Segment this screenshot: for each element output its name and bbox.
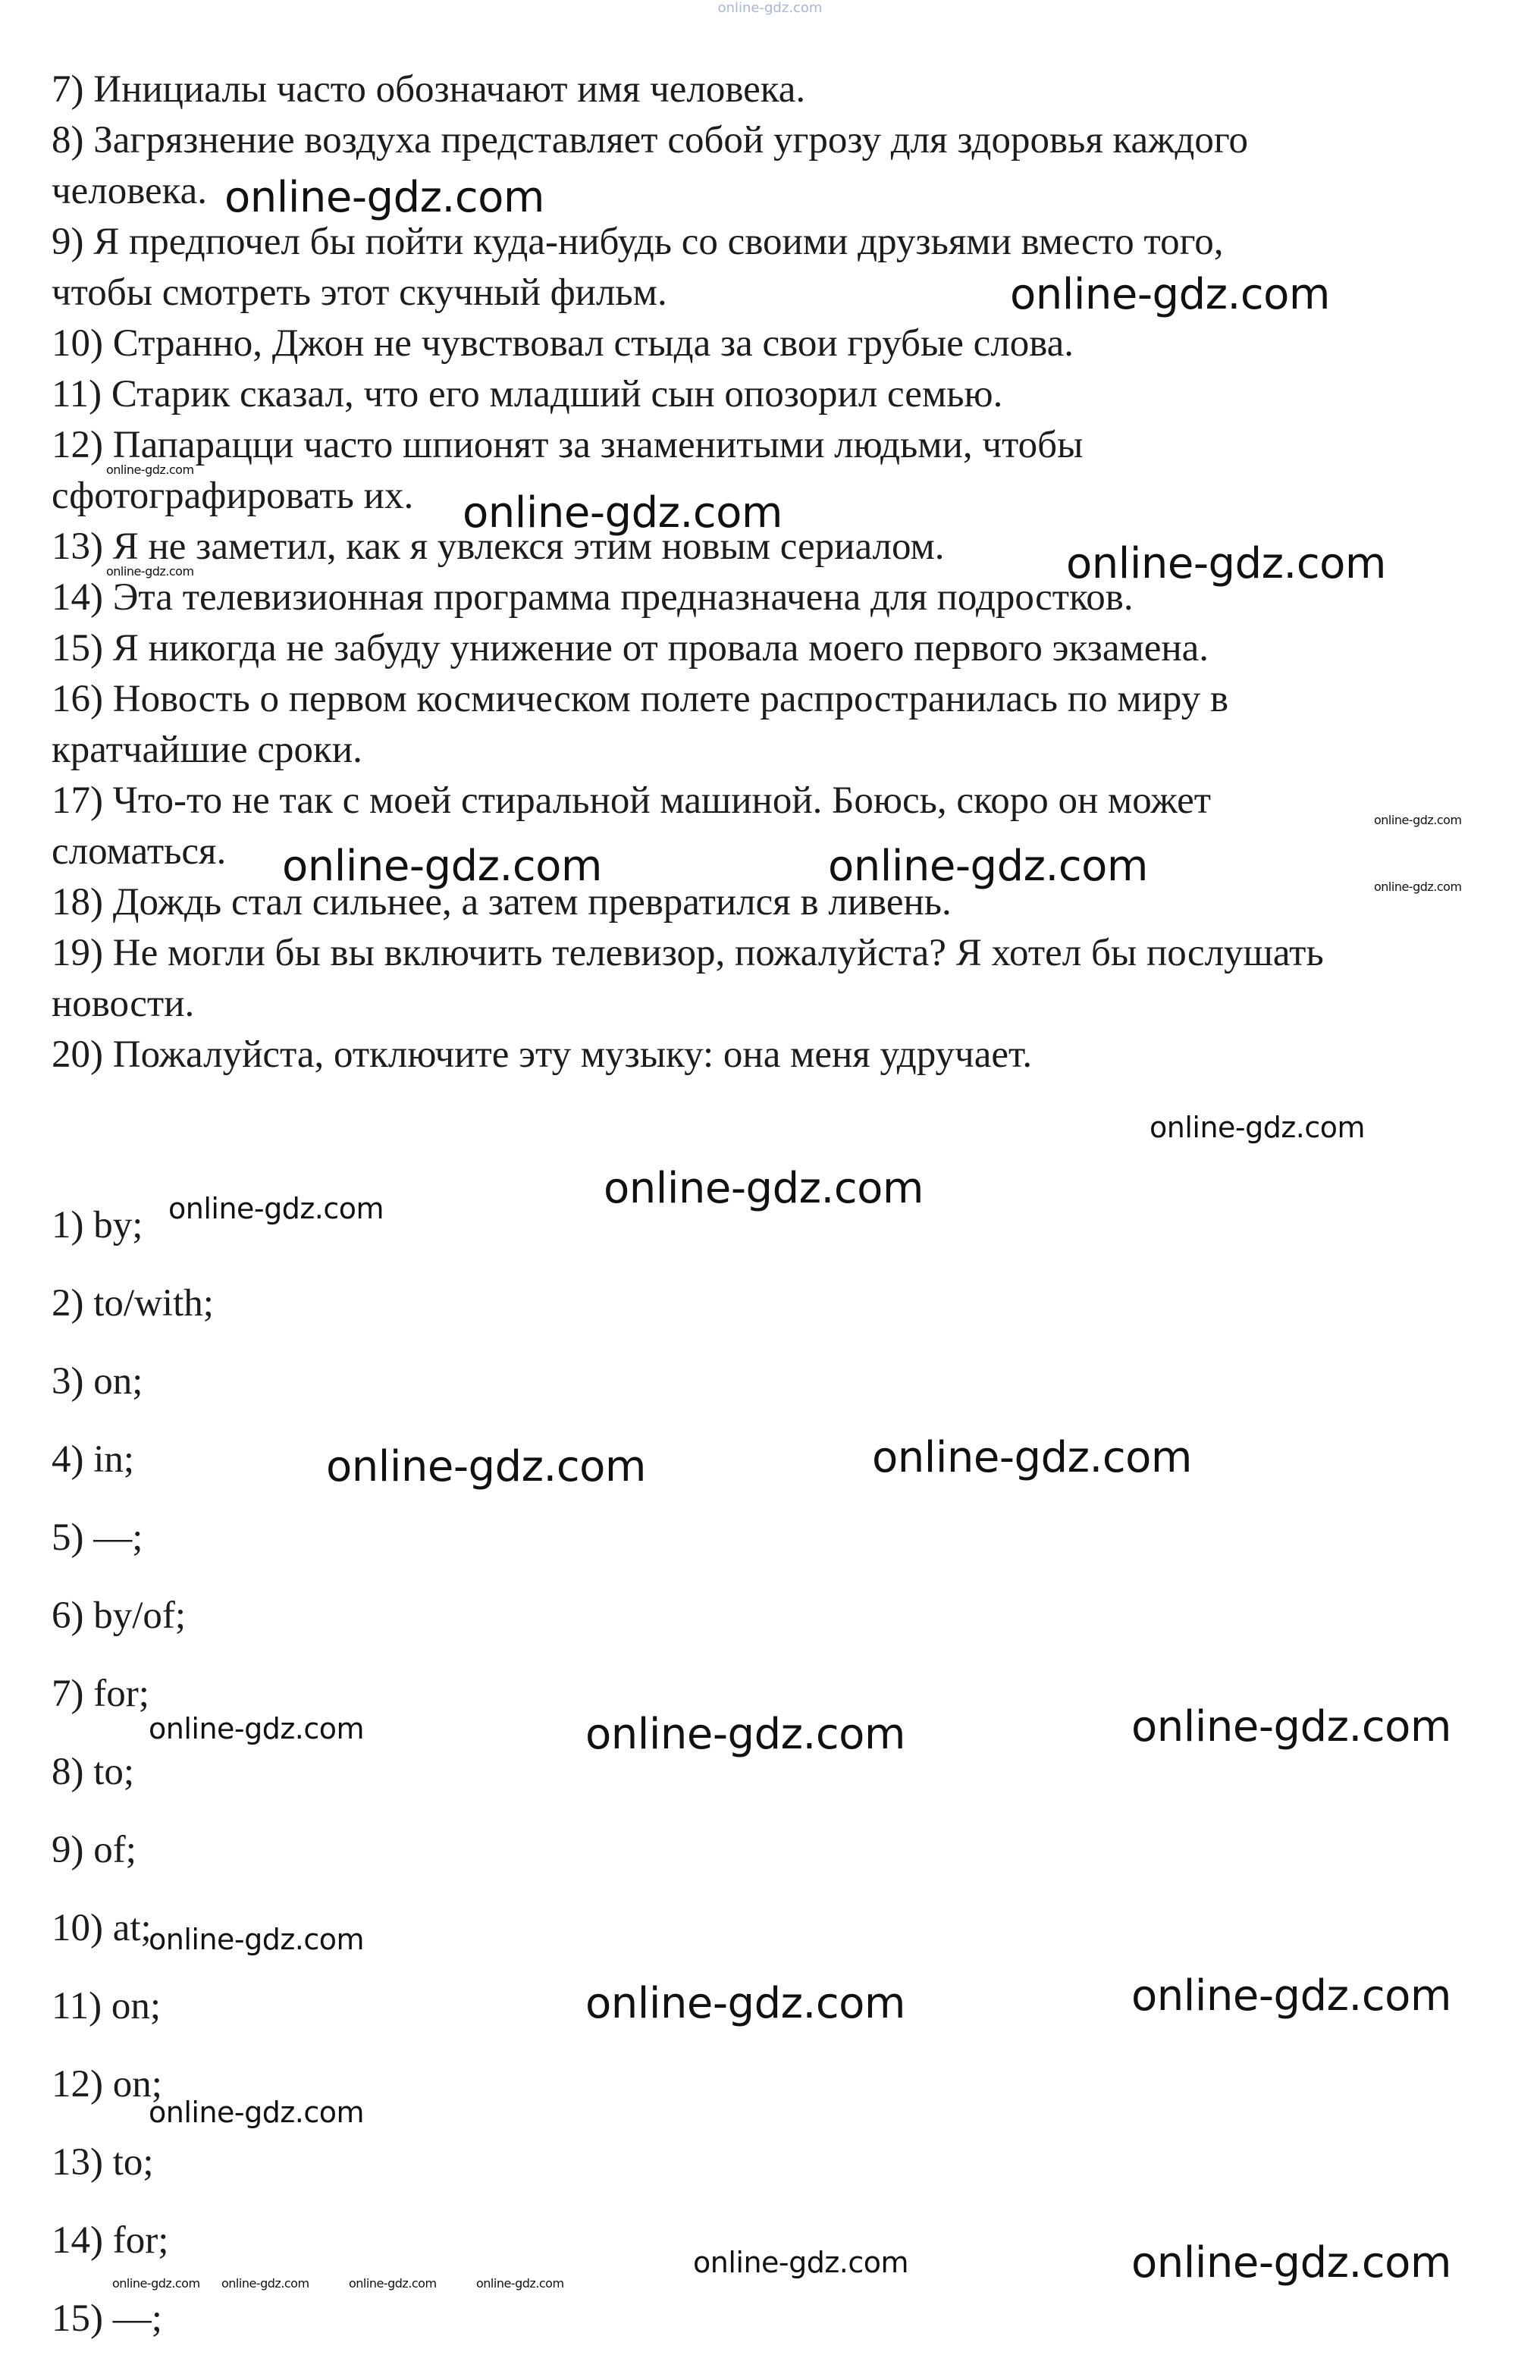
translation-line: новости. xyxy=(52,983,195,1025)
watermark: online-gdz.com xyxy=(1131,1702,1451,1751)
translation-line: 9) Я предпочел бы пойти куда-нибудь со своими друзьями вместо того, xyxy=(52,221,1224,263)
translation-line: 10) Странно, Джон не чувствовал стыда за свои грубые слова. xyxy=(52,322,1074,365)
watermark: online-gdz.com xyxy=(221,2276,309,2291)
watermark: online-gdz.com xyxy=(693,2246,909,2279)
answer-item: 4) in; xyxy=(52,1438,135,1481)
translation-line: человека. xyxy=(52,170,208,212)
translation-line: 15) Я никогда не забуду унижение от провала моего первого экзамена. xyxy=(52,627,1209,669)
translation-line: 7) Инициалы часто обозначают имя человека. xyxy=(52,68,806,111)
translation-line: 11) Старик сказал, что его младший сын опозорил семью. xyxy=(52,373,1003,415)
watermark: online-gdz.com xyxy=(1066,539,1386,588)
watermark: online-gdz.com xyxy=(585,1979,905,2028)
translation-line: 13) Я не заметил, как я увлекся этим новым сериалом. xyxy=(52,525,945,568)
watermark: online-gdz.com xyxy=(463,488,783,538)
watermark: online-gdz.com xyxy=(585,1710,905,1759)
watermark: online-gdz.com xyxy=(282,842,602,891)
watermark: online-gdz.com xyxy=(224,173,544,222)
answer-item: 7) for; xyxy=(52,1673,149,1715)
watermark: online-gdz.com xyxy=(1010,270,1330,319)
answer-item: 1) by; xyxy=(52,1204,143,1246)
watermark: online-gdz.com xyxy=(476,2276,564,2291)
translation-line: 14) Эта телевизионная программа предназначена для подростков. xyxy=(52,576,1134,619)
answer-item: 6) by/of; xyxy=(52,1595,187,1637)
answer-item: 10) at; xyxy=(52,1907,152,1949)
watermark: online-gdz.com xyxy=(1374,880,1462,894)
translation-line: 8) Загрязнение воздуха представляет собой угрозу для здоровья каждого xyxy=(52,119,1249,161)
watermark: online-gdz.com xyxy=(106,463,194,477)
answer-item: 9) of; xyxy=(52,1829,136,1871)
translation-line: чтобы смотреть этот скучный фильм. xyxy=(52,271,667,314)
watermark: online-gdz.com xyxy=(112,2276,200,2291)
answer-item: 11) on; xyxy=(52,1985,162,2027)
translation-line: 17) Что-то не так с моей стиральной машиной. Боюсь, скоро он может xyxy=(52,779,1212,822)
answer-item: 14) for; xyxy=(52,2219,169,2262)
translation-line: сломаться. xyxy=(52,830,227,873)
translation-line: 20) Пожалуйста, отключите эту музыку: она меня удручает. xyxy=(52,1033,1033,1076)
watermark: online-gdz.com xyxy=(604,1164,924,1213)
answer-item: 8) to; xyxy=(52,1751,135,1793)
translation-line: 16) Новость о первом космическом полете распространилась по миру в xyxy=(52,678,1229,720)
answer-item: 15) —; xyxy=(52,2297,162,2340)
watermark: online-gdz.com xyxy=(149,1923,365,1956)
answer-item: 13) to; xyxy=(52,2141,154,2184)
site-mark: online-gdz.com xyxy=(717,0,823,16)
answer-item: 3) on; xyxy=(52,1360,143,1403)
watermark: online-gdz.com xyxy=(828,842,1148,891)
watermark: online-gdz.com xyxy=(1374,813,1462,827)
watermark: online-gdz.com xyxy=(1150,1111,1366,1144)
translation-line: 12) Папарацци часто шпионят за знаменитыми людьми, чтобы xyxy=(52,424,1084,466)
answer-list xyxy=(52,1187,214,2358)
watermark: online-gdz.com xyxy=(1131,2238,1451,2287)
translation-line: кратчайшие сроки. xyxy=(52,729,362,771)
watermark: online-gdz.com xyxy=(149,1712,365,1745)
watermark: online-gdz.com xyxy=(1131,1971,1451,2021)
watermark: online-gdz.com xyxy=(872,1433,1192,1482)
answer-item: 2) to/with; xyxy=(52,1282,214,1325)
watermark: online-gdz.com xyxy=(349,2276,437,2291)
watermark: online-gdz.com xyxy=(149,2096,365,2129)
watermark: online-gdz.com xyxy=(326,1442,646,1491)
translation-line: 18) Дождь стал сильнее, а затем превратился в ливень. xyxy=(52,881,952,923)
answer-item: 5) —; xyxy=(52,1516,143,1559)
answer-item: 12) on; xyxy=(52,2063,162,2106)
watermark: online-gdz.com xyxy=(168,1192,384,1225)
translation-line: 19) Не могли бы вы включить телевизор, пожалуйста? Я хотел бы послушать xyxy=(52,932,1324,974)
translation-line: сфотографировать их. xyxy=(52,475,414,517)
watermark: online-gdz.com xyxy=(106,564,194,579)
